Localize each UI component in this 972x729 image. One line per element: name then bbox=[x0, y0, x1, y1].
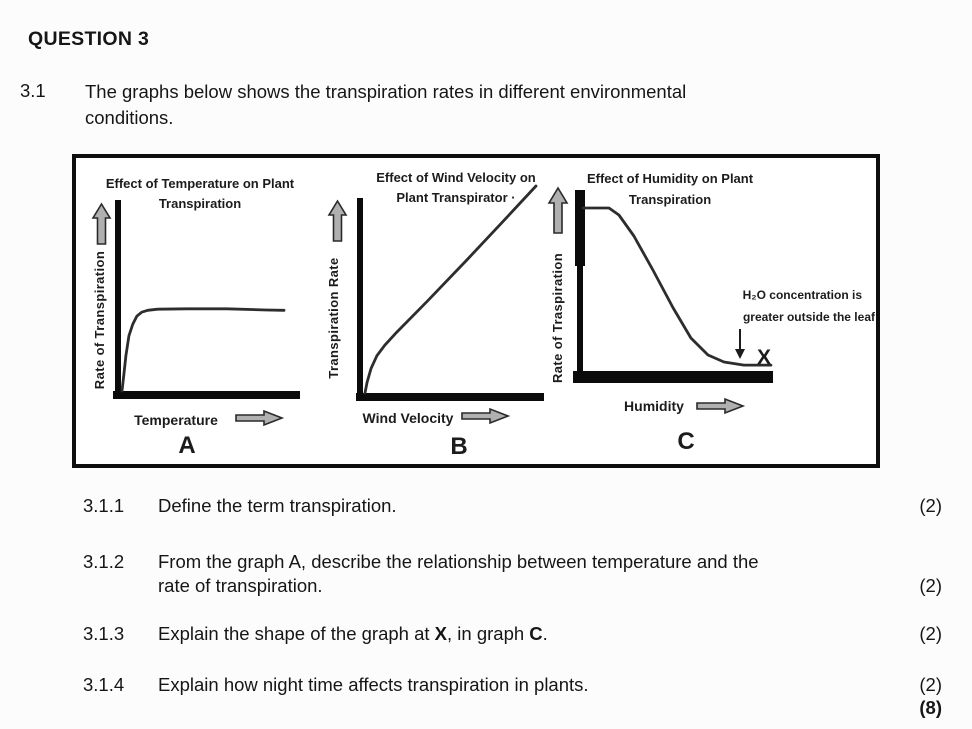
question-3-1-3-marks: (2) bbox=[919, 623, 942, 644]
graph-b-title-line1: Effect of Wind Velocity on bbox=[376, 170, 536, 185]
graph-a-x-label: Temperature bbox=[134, 412, 218, 428]
question-3-1-1-number: 3.1.1 bbox=[83, 495, 125, 516]
graph-c-title-line1: Effect of Humidity on Plant bbox=[586, 171, 754, 186]
question-header: QUESTION 3 bbox=[28, 28, 150, 50]
graph-c-annotation-line2: greater outside the leaf bbox=[742, 310, 875, 324]
total-marks: (8) bbox=[919, 697, 942, 718]
graph-b-letter: B bbox=[450, 433, 468, 460]
question-3-1-2-number: 3.1.2 bbox=[83, 551, 125, 572]
graph-a-y-axis bbox=[115, 200, 121, 399]
graph-a-x-axis bbox=[113, 391, 300, 399]
question-3-1-3-text bbox=[158, 622, 548, 646]
graph-c-x-axis bbox=[573, 371, 773, 383]
question-3-1-4-text: Explain how night time affects transpiration in plants. bbox=[158, 674, 589, 695]
graph-b-y-axis bbox=[357, 198, 363, 401]
graph-b-x-axis bbox=[356, 393, 544, 401]
graph-b-y-label: Transpiration Rate bbox=[326, 257, 341, 379]
intro-number: 3.1 bbox=[20, 80, 46, 101]
question-3-1-3-bold-x: X bbox=[434, 623, 448, 644]
graph-b-curve bbox=[365, 186, 536, 393]
question-3-1-3-bold-c: C bbox=[529, 623, 543, 644]
question-3-1-2-marks: (2) bbox=[919, 575, 942, 596]
graph-b-title-line2: Plant Transpirator · bbox=[396, 190, 516, 205]
graph-c-annotation-line1: H₂O concentration is bbox=[742, 288, 862, 302]
question-3-1-3-part2: . bbox=[542, 623, 548, 644]
figure-box bbox=[72, 154, 880, 468]
intro-line1: The graphs below shows the transpiration rates in different environmental bbox=[85, 81, 687, 102]
graph-b bbox=[326, 170, 544, 460]
down-arrowhead-icon bbox=[735, 349, 745, 359]
question-3-1-3-part0: Explain the shape of the graph at bbox=[158, 623, 435, 644]
right-arrow-icon bbox=[462, 409, 508, 423]
graph-a-y-label: Rate of Transpiration bbox=[92, 250, 107, 390]
graph-c-point-x-label: X bbox=[757, 346, 772, 369]
graph-a bbox=[92, 176, 300, 459]
up-arrow-icon bbox=[329, 201, 346, 241]
graph-c-y-label: Rate of Traspiration bbox=[550, 252, 565, 384]
graph-a-title-line1: Effect of Temperature on Plant bbox=[105, 176, 295, 191]
question-3-1-4-number: 3.1.4 bbox=[83, 674, 125, 695]
question-3-1-2-line2: rate of transpiration. bbox=[158, 575, 323, 596]
graph-c-y-axis bbox=[577, 190, 583, 380]
graph-a-letter: A bbox=[178, 432, 196, 459]
graph-a-title-line2: Transpiration bbox=[158, 196, 242, 211]
question-3-1-1-marks: (2) bbox=[919, 495, 942, 516]
graph-c-x-label: Humidity bbox=[624, 398, 684, 414]
question-3-1-2-text bbox=[158, 550, 759, 598]
graph-c bbox=[549, 171, 876, 455]
transpiration-graphs bbox=[76, 158, 876, 464]
intro-line2: conditions. bbox=[85, 107, 174, 128]
right-arrow-icon bbox=[236, 411, 282, 425]
question-3-1-1-text: Define the term transpiration. bbox=[158, 495, 397, 516]
right-arrow-icon bbox=[697, 399, 743, 413]
question-3-1-4-marks: (2) bbox=[919, 674, 942, 695]
question-3-1-3-part1: , in graph bbox=[447, 623, 530, 644]
question-3-1-3-number: 3.1.3 bbox=[83, 623, 125, 644]
graph-c-title-line2: Transpiration bbox=[628, 192, 712, 207]
intro-text bbox=[85, 79, 686, 131]
question-3-1-2-line1: From the graph A, describe the relationship between temperature and the bbox=[158, 551, 759, 572]
graph-b-x-label: Wind Velocity bbox=[362, 410, 454, 426]
up-arrow-icon bbox=[93, 204, 110, 244]
graph-c-curve bbox=[583, 208, 771, 365]
graph-c-letter: C bbox=[677, 428, 695, 455]
up-arrow-icon bbox=[549, 188, 567, 233]
graph-a-curve bbox=[122, 309, 284, 391]
